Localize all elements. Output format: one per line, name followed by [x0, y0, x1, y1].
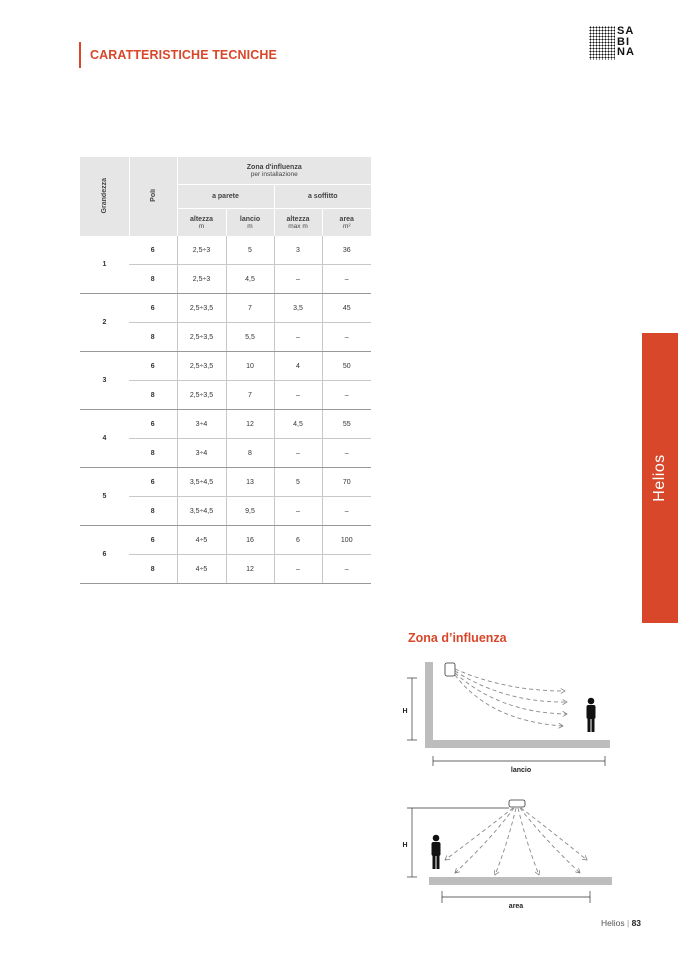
value-cell: 2,5÷3	[177, 236, 226, 265]
poli-cell: 6	[129, 468, 177, 497]
wall-unit-icon	[445, 663, 455, 676]
value-cell: 8	[226, 439, 274, 468]
table-row	[80, 410, 371, 439]
value-cell: –	[322, 497, 371, 526]
size-cell: 1	[80, 236, 129, 294]
page-title: CARATTERISTICHE TECNICHE	[90, 48, 277, 62]
value-cell: –	[274, 323, 322, 352]
footer-product: Helios	[601, 918, 625, 928]
value-cell: 4,5	[226, 265, 274, 294]
value-cell: 5	[226, 236, 274, 265]
size-cell: 5	[80, 468, 129, 526]
ceiling-area-label: area	[508, 903, 524, 910]
value-cell: 9,5	[226, 497, 274, 526]
poli-cell: 6	[129, 352, 177, 381]
page-footer: Helios | 83	[601, 918, 642, 928]
value-cell: 3,5÷4,5	[177, 497, 226, 526]
value-cell: 3,5	[274, 294, 322, 323]
value-cell: 3÷4	[177, 410, 226, 439]
col-grandezza-header: Grandezza	[80, 157, 129, 236]
poli-cell: 8	[129, 265, 177, 294]
value-cell: –	[274, 265, 322, 294]
person-icon	[432, 835, 441, 869]
value-cell: 12	[226, 410, 274, 439]
value-cell: 3,5÷4,5	[177, 468, 226, 497]
value-cell: –	[322, 381, 371, 410]
value-cell: 16	[226, 526, 274, 555]
table-row	[80, 352, 371, 381]
value-cell: 4÷5	[177, 555, 226, 584]
poli-cell: 6	[129, 410, 177, 439]
value-cell: 70	[322, 468, 371, 497]
sabiana-logo	[589, 26, 649, 64]
group-soffitto-header: a soffitto	[274, 185, 371, 209]
value-cell: 3÷4	[177, 439, 226, 468]
value-cell: –	[322, 323, 371, 352]
value-cell: 2,5÷3,5	[177, 323, 226, 352]
influence-zone-diagram	[395, 655, 620, 920]
value-cell: 55	[322, 410, 371, 439]
technical-specs-table	[80, 157, 371, 584]
value-cell: 7	[226, 294, 274, 323]
wall-h-label: H	[402, 708, 408, 715]
value-cell: 4÷5	[177, 526, 226, 555]
value-cell: 2,5÷3,5	[177, 294, 226, 323]
value-cell: 36	[322, 236, 371, 265]
col-header: altezza max m	[274, 209, 322, 237]
value-cell: 5	[274, 468, 322, 497]
logo-dot-pattern	[589, 26, 615, 60]
size-cell: 4	[80, 410, 129, 468]
wall-lancio-label: lancio	[510, 767, 532, 774]
value-cell: 50	[322, 352, 371, 381]
poli-cell: 8	[129, 323, 177, 352]
value-cell: 2,5÷3,5	[177, 381, 226, 410]
table-row	[80, 236, 371, 265]
value-cell: –	[322, 555, 371, 584]
group-parete-header: a parete	[177, 185, 274, 209]
value-cell: –	[274, 555, 322, 584]
size-cell: 2	[80, 294, 129, 352]
poli-cell: 8	[129, 555, 177, 584]
size-cell: 3	[80, 352, 129, 410]
ceiling-unit-icon	[509, 800, 525, 807]
size-cell: 6	[80, 526, 129, 584]
wall-shape	[425, 662, 433, 748]
poli-cell: 8	[129, 439, 177, 468]
poli-cell: 6	[129, 294, 177, 323]
value-cell: 4,5	[274, 410, 322, 439]
title-accent-bar	[79, 42, 81, 68]
logo-text: SA BI NA	[617, 25, 635, 58]
value-cell: 4	[274, 352, 322, 381]
value-cell: –	[322, 265, 371, 294]
table-row	[80, 294, 371, 323]
diagram-title: Zona d’influenza	[408, 631, 507, 645]
value-cell: 5,5	[226, 323, 274, 352]
value-cell: –	[274, 381, 322, 410]
table-row	[80, 526, 371, 555]
person-icon	[587, 698, 596, 732]
value-cell: 12	[226, 555, 274, 584]
side-section-tab	[642, 333, 678, 623]
col-poli-header: Poli	[129, 157, 177, 236]
poli-cell: 6	[129, 526, 177, 555]
zone-header: Zona d'influenza per installazione	[177, 157, 371, 185]
col-header: area m²	[339, 215, 354, 230]
value-cell: 10	[226, 352, 274, 381]
side-tab-label: Helios	[651, 454, 668, 502]
page-number: 83	[631, 918, 642, 928]
wall-installation-diagram	[402, 662, 610, 774]
value-cell: –	[322, 439, 371, 468]
poli-cell: 6	[129, 236, 177, 265]
value-cell: 3	[274, 236, 322, 265]
floor-shape	[429, 877, 612, 885]
value-cell: 7	[226, 381, 274, 410]
value-cell: 100	[322, 526, 371, 555]
value-cell: 45	[322, 294, 371, 323]
col-header: lancio m	[226, 209, 274, 237]
poli-cell: 8	[129, 381, 177, 410]
ceiling-h-label: H	[402, 842, 408, 849]
floor-shape	[425, 740, 610, 748]
value-cell: –	[274, 439, 322, 468]
col-header: altezza m	[177, 209, 226, 237]
poli-cell: 8	[129, 497, 177, 526]
value-cell: 2,5÷3	[177, 265, 226, 294]
value-cell: 2,5÷3,5	[177, 352, 226, 381]
value-cell: –	[274, 497, 322, 526]
table-row	[80, 468, 371, 497]
ceiling-installation-diagram	[402, 800, 612, 910]
value-cell: 6	[274, 526, 322, 555]
value-cell: 13	[226, 468, 274, 497]
